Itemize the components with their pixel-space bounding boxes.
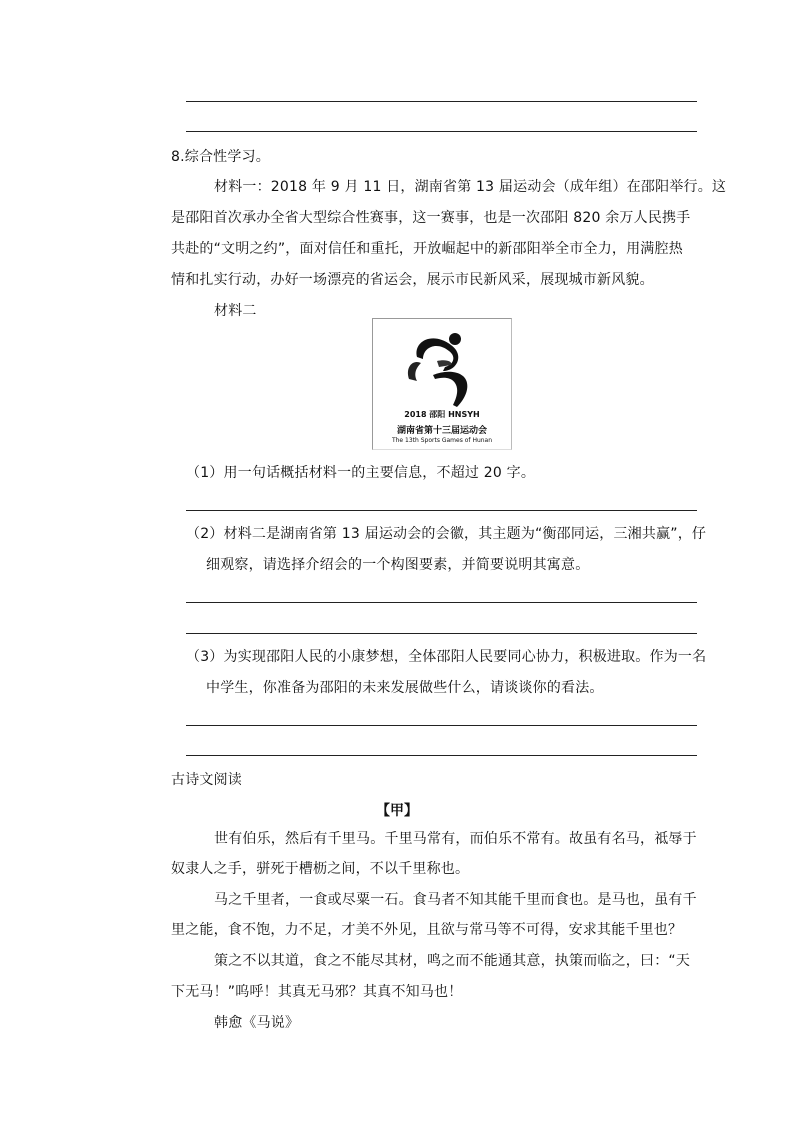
passage-line: 策之不以其道，食之不能尽其材，鸣之而不能通其意，执策而临之，曰：“天: [214, 953, 691, 969]
question-8-heading: 8.综合性学习。: [171, 149, 270, 165]
sub-question-3: （3）为实现邵阳人民的小康梦想，全体邵阳人民要同心协力，积极进取。作为一名: [186, 649, 707, 665]
sub-question-1: （1）用一句话概括材料一的主要信息，不超过 20 字。: [186, 465, 536, 481]
answer-line: [186, 510, 697, 511]
emblem-tiny-caption: 2018 邵阳 HNSYH: [404, 410, 480, 419]
answer-line: [186, 755, 697, 756]
passage-line: 奴隶人之手，骈死于槽枥之间，不以千里称也。: [171, 861, 470, 877]
emblem-english: The 13th Sports Games of Hunan: [391, 437, 493, 444]
material-1-line: 材料一：2018 年 9 月 11 日，湖南省第 13 届运动会（成年组）在邵阳举行。这: [214, 179, 727, 195]
sub-question-2-cont: 细观察，请选择介绍会的一个构图要素，并简要说明其寓意。: [206, 557, 590, 573]
emblem-brush-figure-icon: [373, 319, 511, 409]
answer-line: [186, 633, 697, 634]
answer-line: [186, 725, 697, 726]
material-1-line: 是邵阳首次承办全省大型综合性赛事，这一赛事，也是一次邵阳 820 余万人民携手: [171, 210, 691, 226]
passage-line: 里之能，食不饱，力不足，才美不外见，且欲与常马等不可得，安求其能千里也？: [171, 922, 683, 938]
passage-line: 马之千里者，一食或尽粟一石。食马者不知其能千里而食也。是马也，虽有千: [214, 892, 697, 908]
emblem-name: 湖南省第十三届运动会: [396, 426, 487, 436]
passage-line: 世有伯乐，然后有千里马。千里马常有，而伯乐不常有。故虽有名马，祗辱于: [214, 831, 697, 847]
games-emblem: [372, 318, 512, 450]
sub-question-2: （2）材料二是湖南省第 13 届运动会的会徽，其主题为“衡邵同运，三湘共赢”，仔: [186, 526, 707, 542]
sub-question-3-cont: 中学生，你准备为邵阳的未来发展做些什么，请谈谈你的看法。: [206, 680, 604, 696]
passage-title: 【甲】: [376, 803, 418, 819]
answer-line: [186, 602, 697, 603]
material-1-line: 情和扎实行动，办好一场漂亮的省运会，展示市民新风采，展现城市新风貌。: [171, 272, 654, 288]
passage-author: 韩愈《马说》: [214, 1015, 300, 1031]
answer-line: [186, 131, 697, 132]
material-2-label: 材料二: [214, 303, 257, 319]
material-1-line: 共赴的“文明之约”，面对信任和重托，开放崛起中的新邵阳举全市全力，用满腔热: [171, 241, 683, 257]
answer-line: [186, 101, 697, 102]
passage-line: 下无马！”呜呼！其真无马邪？其真不知马也！: [171, 984, 463, 1000]
section-heading: 古诗文阅读: [171, 772, 242, 788]
